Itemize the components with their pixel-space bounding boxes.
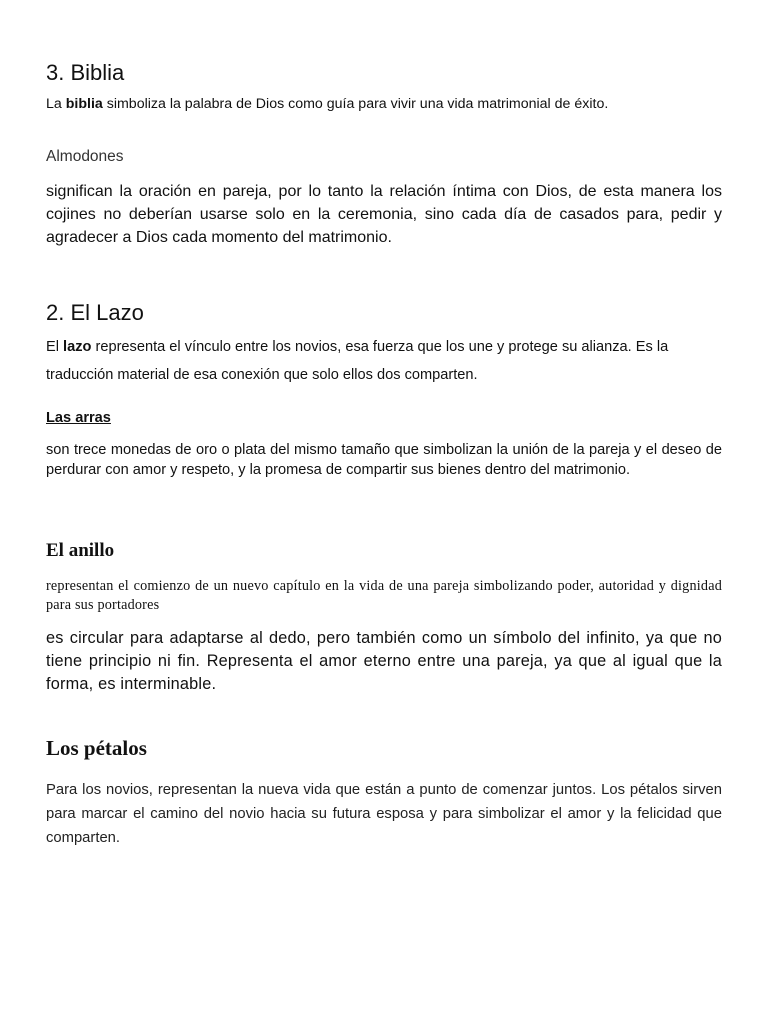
heading-almodones: Almodones [46, 148, 124, 165]
heading-petalos: Los pétalos [46, 736, 147, 760]
paragraph-lazo [46, 333, 722, 389]
paragraph-lazo-text: representa el vínculo entre los novios, esa fuerza que los une y protege su alianza. Es la traducción material de esa conexión que solo ellos dos comparten. [46, 339, 669, 383]
paragraph-arras: son trece monedas de oro o plata del mismo tamaño que simbolizan la unión de la pareja y el deseo de perdurar con amor y respeto, y la promesa de compartir sus bienes dentro del matrimonio. [46, 442, 722, 478]
heading-arras: Las arras [46, 410, 111, 426]
keyword-lazo: lazo [63, 339, 92, 355]
paragraph-lazo-intro: El [46, 339, 64, 355]
heading-lazo: 2. El Lazo [46, 300, 144, 325]
paragraph-biblia [46, 94, 722, 114]
paragraph-biblia-text: simboliza la palabra de Dios como guía para vivir una vida matrimonial de éxito. [102, 96, 609, 112]
heading-anillo: El anillo [46, 540, 115, 561]
keyword-biblia: biblia [65, 96, 103, 112]
paragraph-petalos: Para los novios, representan la nueva vida que están a punto de comenzar juntos. Los pétalos sirven para marcar el camino del novio hacia su futura esposa y para simbolizar el amor y la felicidad que comparten. [46, 782, 722, 846]
paragraph-anillo-1: representan el comienzo de un nuevo capítulo en la vida de una pareja simbolizando poder, autoridad y dignidad para sus portadores [46, 578, 722, 613]
paragraph-anillo-2: es circular para adaptarse al dedo, pero también como un símbolo del infinito, ya que no tiene principio ni fin. Representa el amor eterno entre una pareja, ya que al igual que la forma, es interminable. [46, 629, 722, 693]
paragraph-biblia-intro: La [46, 96, 66, 112]
paragraph-almodones: significan la oración en pareja, por lo tanto la relación íntima con Dios, de esta manera los cojines no deberían usarse solo en la ceremonia, sino cada día de casados para, pedir y agradecer a Dios cada momento del matrimonio. [46, 183, 722, 246]
heading-biblia: 3. Biblia [46, 60, 125, 85]
